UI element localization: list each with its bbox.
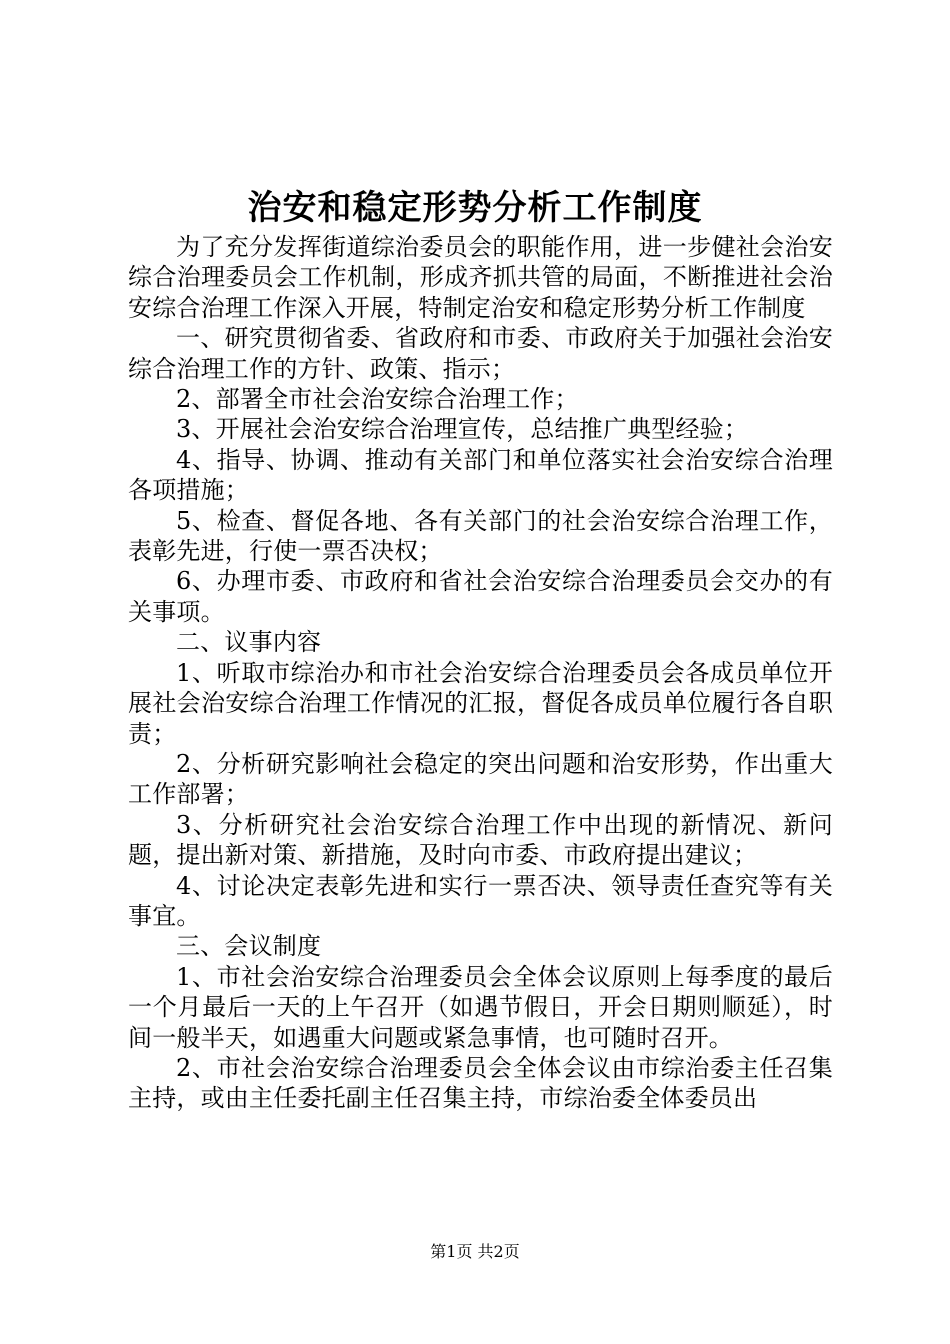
paragraph-section-1-item-2: 2、部署全市社会治安综合治理工作； [176, 385, 579, 414]
document-body [128, 232, 833, 1114]
paragraph-section-1-item-5: 5、检查、督促各地、各有关部门的社会治安综合治理工作，表彰先进，行使一票否决权； [128, 506, 833, 566]
paragraph-section-1-item-6: 6、办理市委、市政府和省社会治安综合治理委员会交办的有关事项。 [128, 567, 833, 626]
section-heading-2: 二、议事内容 [176, 628, 322, 657]
paragraph-intro: 为了充分发挥街道综治委员会的职能作用，进一步健社会治安综合治理委员会工作机制，形成齐抓共管的局面，不断推进社会治安综合治理工作深入开展，特制定治安和稳定形势分析工作制度 [128, 233, 833, 322]
section-heading-3: 三、会议制度 [176, 932, 322, 961]
paragraph-section-3-item-1: 1、市社会治安综合治理委员会全体会议原则上每季度的最后一个月最后一天的上午召开（如遇节假日，开会日期则顺延），时间一般半天，如遇重大问题或紧急事情，也可随时召开。 [128, 962, 833, 1052]
paragraph-section-2-item-2: 2、分析研究影响社会稳定的突出问题和治安形势，作出重大工作部署； [128, 749, 833, 809]
paragraph-section-2-item-1: 1、听取市综治办和市社会治安综合治理委员会各成员单位开展社会治安综合治理工作情况的汇报，督促各成员单位履行各自职责； [128, 658, 833, 748]
document-title: 治安和稳定形势分析工作制度 [247, 188, 703, 228]
paragraph-section-1-item-1: 一、研究贯彻省委、省政府和市委、市政府关于加强社会治安综合治理工作的方针、政策、指示； [128, 324, 833, 383]
paragraph-section-2-item-3: 3、分析研究社会治安综合治理工作中出现的新情况、新问题，提出新对策、新措施，及时向市委、市政府提出建议； [128, 810, 833, 870]
paragraph-section-1-item-4: 4、指导、协调、推动有关部门和单位落实社会治安综合治理各项措施； [128, 445, 833, 505]
page-number-footer: 第1页 共2页 [430, 1242, 520, 1261]
paragraph-section-1-item-3: 3、开展社会治安综合治理宣传，总结推广典型经验； [176, 415, 749, 444]
paragraph-section-2-item-4: 4、讨论决定表彰先进和实行一票否决、领导责任查究等有关事宜。 [128, 871, 833, 930]
paragraph-section-3-item-2: 2、市社会治安综合治理委员会全体会议由市综治委主任召集主持，或由主任委托副主任召集主持，市综治委全体委员出 [128, 1053, 833, 1113]
